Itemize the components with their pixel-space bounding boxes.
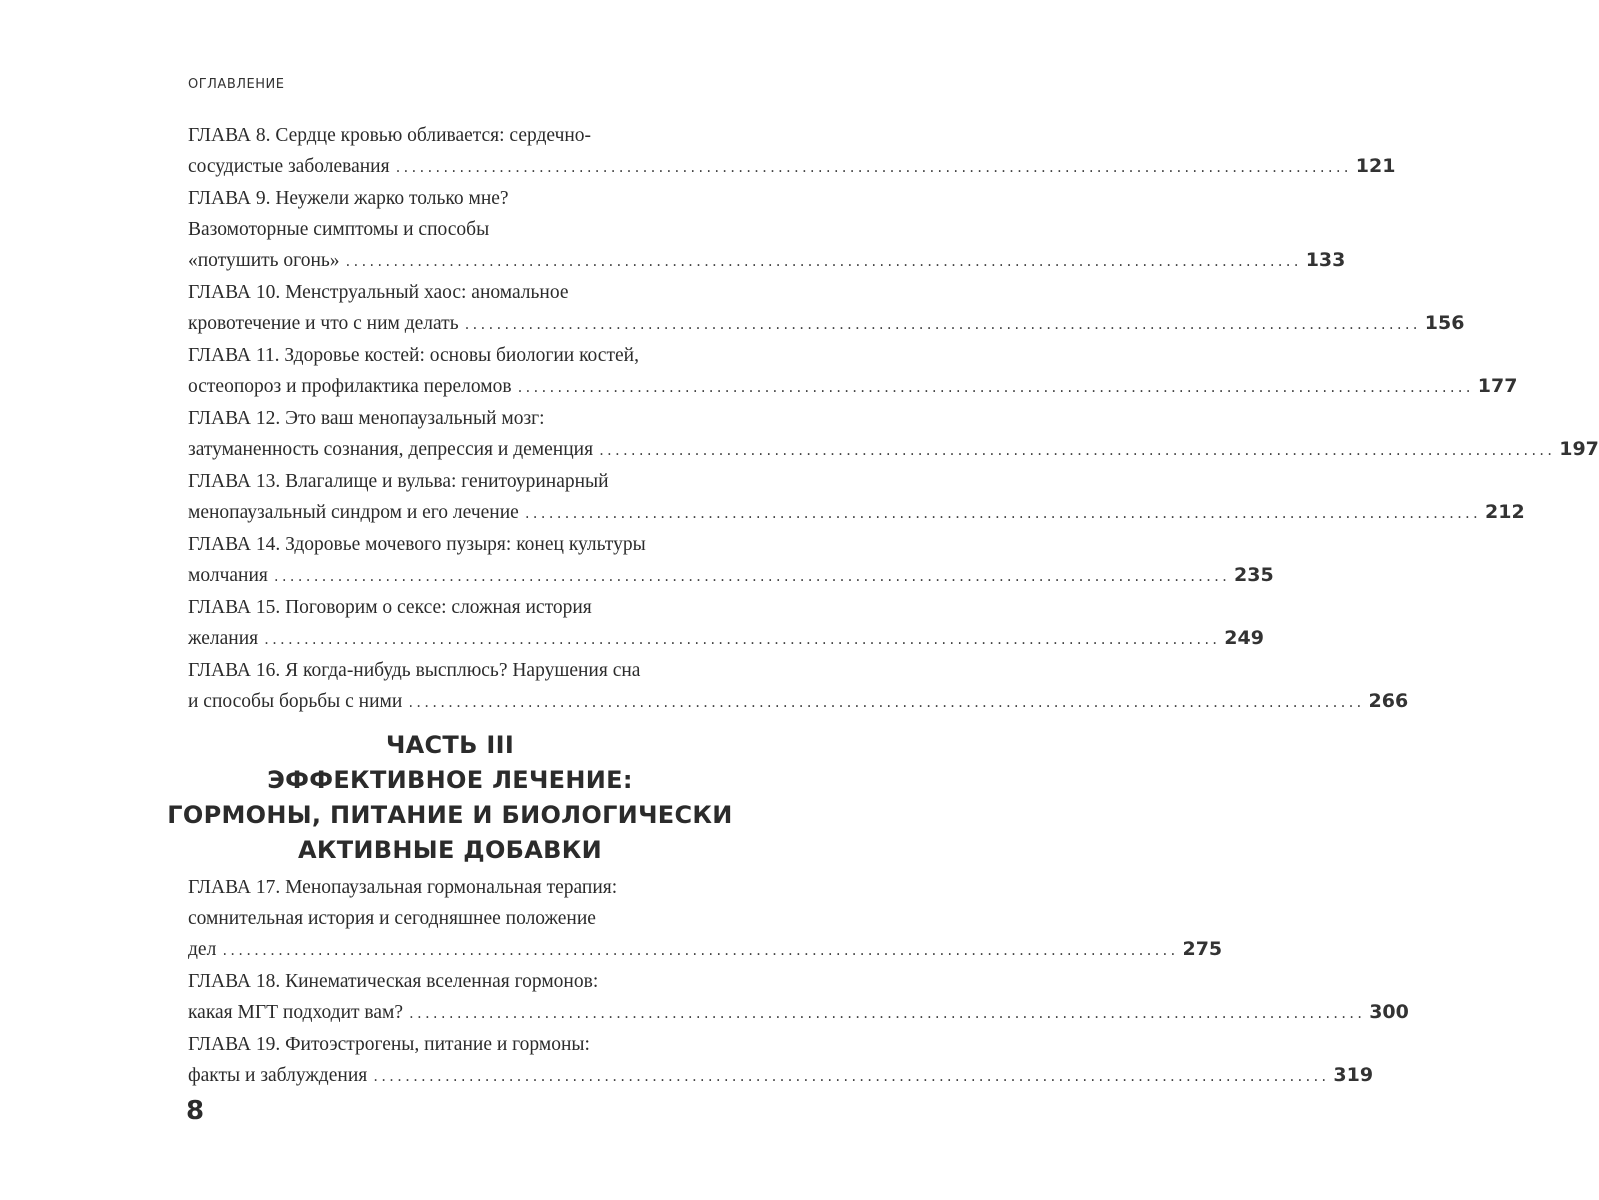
toc-entry-line: дел <box>188 939 217 960</box>
leader-dots: ........................................................................................................................ <box>264 630 1221 648</box>
toc-page-number: 266 <box>1368 690 1409 712</box>
toc-entry-last-line <box>188 560 1274 592</box>
toc-entry <box>188 529 1274 592</box>
toc-entry <box>188 655 1409 718</box>
toc-page-number: 300 <box>1369 1001 1409 1023</box>
leader-dots: ........................................................................................................................ <box>408 693 1365 711</box>
toc-entry <box>188 183 1346 277</box>
leader-dots: ........................................................................................................................ <box>373 1067 1330 1085</box>
toc-page-number: 249 <box>1224 627 1264 649</box>
toc-entry-line: сомнительная история и сегодняшнее положение <box>188 908 596 929</box>
toc-entry-last-line <box>188 308 1465 340</box>
toc-entry-last-line <box>188 1060 1374 1092</box>
toc-entry-last-line <box>188 497 1525 529</box>
toc-entry-line: Вазомоторные симптомы и способы <box>188 219 490 240</box>
toc-entry-last-line <box>188 151 1396 183</box>
toc-entry <box>188 277 1465 340</box>
leader-dots: ........................................................................................................................ <box>464 315 1421 333</box>
toc-entry <box>188 592 1264 655</box>
toc-list-part-3 <box>188 872 1409 1092</box>
leader-dots: ........................................................................................................................ <box>345 252 1302 270</box>
leader-dots: ........................................................................................................................ <box>599 441 1556 459</box>
toc-page-number: 177 <box>1477 375 1518 397</box>
toc-page-number: 156 <box>1424 312 1465 334</box>
toc-entry <box>188 872 1223 966</box>
toc-entry-line: кровотечение и что с ним делать <box>188 313 459 334</box>
toc-entry-line: молчания <box>188 565 268 586</box>
toc-entry-line: ГЛАВА 14. Здоровье мочевого пузыря: конец культуры <box>188 534 646 555</box>
toc-entry-last-line <box>188 434 1599 466</box>
toc-entry-line: остеопороз и профилактика переломов <box>188 376 512 397</box>
part-title-line: ЭФФЕКТИВНОЕ ЛЕЧЕНИЕ: <box>267 766 633 794</box>
toc-page-number: 133 <box>1305 249 1346 271</box>
toc-entry-line: ГЛАВА 9. Неужели жарко только мне? <box>188 188 509 209</box>
part-number: ЧАСТЬ III <box>385 731 515 759</box>
toc-entry <box>188 1029 1374 1092</box>
toc-entry-line: и способы борьбы с ними <box>188 691 403 712</box>
toc-page-number: 275 <box>1182 938 1223 960</box>
toc-entry-line: ГЛАВА 16. Я когда-нибудь высплюсь? Нарушения сна <box>188 660 641 681</box>
toc-page-number: 212 <box>1485 501 1525 523</box>
toc-entry-line: менопаузальный синдром и его лечение <box>188 502 519 523</box>
toc-entry-last-line <box>188 997 1409 1029</box>
toc-entry <box>188 120 1396 183</box>
leader-dots: ........................................................................................................................ <box>273 567 1231 585</box>
page-number: 8 <box>186 1096 205 1126</box>
toc-entry-last-line <box>188 371 1518 403</box>
toc-entry-line: ГЛАВА 10. Менструальный хаос: аномальное <box>188 282 569 303</box>
toc-entry-line: ГЛАВА 18. Кинематическая вселенная гормонов: <box>188 971 599 992</box>
toc-entry-line: сосудистые заболевания <box>188 156 390 177</box>
toc-page-number: 197 <box>1559 438 1599 460</box>
part-title-line: ГОРМОНЫ, ПИТАНИЕ И БИОЛОГИЧЕСКИ <box>167 801 733 829</box>
leader-dots: ........................................................................................................................ <box>222 941 1179 959</box>
toc-entry-line: ГЛАВА 12. Это ваш менопаузальный мозг: <box>188 408 545 429</box>
running-head: ОГЛАВЛЕНИЕ <box>188 77 285 92</box>
toc-entry-line: затуманенность сознания, депрессия и деменция <box>188 439 594 460</box>
part-title-line: АКТИВНЫЕ ДОБАВКИ <box>297 836 603 864</box>
toc-entry-last-line <box>188 934 1223 966</box>
leader-dots: ........................................................................................................................ <box>409 1004 1366 1022</box>
toc-page-number: 319 <box>1333 1064 1374 1086</box>
toc-entry <box>188 403 1599 466</box>
toc-entry <box>188 340 1518 403</box>
toc-entry-line: ГЛАВА 11. Здоровье костей: основы биологии костей, <box>188 345 639 366</box>
toc-entry <box>188 966 1409 1029</box>
leader-dots: ........................................................................................................................ <box>395 158 1352 176</box>
toc-entry-line: ГЛАВА 19. Фитоэстрогены, питание и гормоны: <box>188 1034 590 1055</box>
toc-entry-line: желания <box>188 628 259 649</box>
toc-entry-line: ГЛАВА 13. Влагалище и вульва: генитоуринарный <box>188 471 609 492</box>
toc-entry-last-line <box>188 623 1264 655</box>
toc-entry-line: какая МГТ подходит вам? <box>188 1002 404 1023</box>
leader-dots: ........................................................................................................................ <box>524 504 1481 522</box>
toc-page-number: 235 <box>1234 564 1274 586</box>
toc-entry-line: ГЛАВА 17. Менопаузальная гормональная терапия: <box>188 877 618 898</box>
leader-dots: ........................................................................................................................ <box>517 378 1474 396</box>
toc-entry <box>188 466 1525 529</box>
toc-entry-line: «потушить огонь» <box>188 250 340 271</box>
toc-entry-line: факты и заблуждения <box>188 1065 368 1086</box>
toc-page-number: 121 <box>1355 155 1396 177</box>
toc-entry-line: ГЛАВА 8. Сердце кровью обливается: сердечно- <box>188 125 592 146</box>
toc-entry-last-line <box>188 686 1409 718</box>
toc-entry-line: ГЛАВА 15. Поговорим о сексе: сложная история <box>188 597 592 618</box>
part-title <box>0 728 900 868</box>
toc-list-part-2 <box>188 120 1599 718</box>
toc-entry-last-line <box>188 245 1346 277</box>
